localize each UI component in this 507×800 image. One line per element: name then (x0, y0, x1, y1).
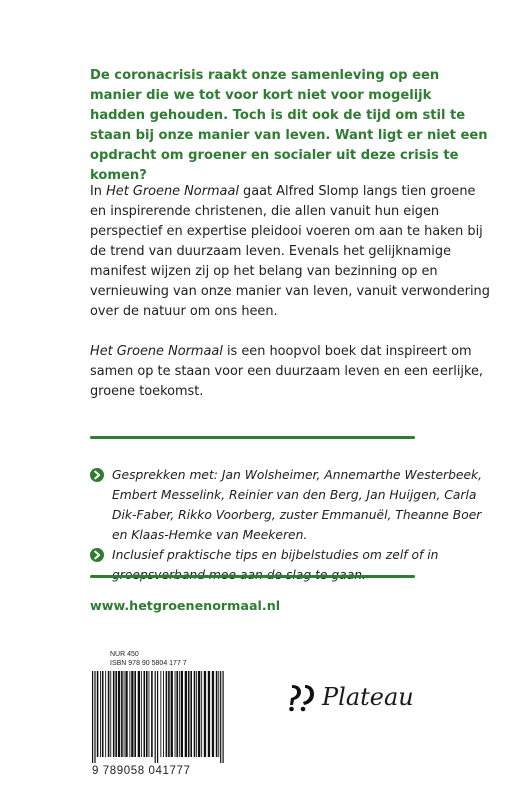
barcode-bar (179, 671, 180, 757)
arrow-bullet-icon (90, 548, 104, 562)
description-paragraph (90, 182, 490, 322)
barcode-bar (171, 671, 173, 757)
intro-paragraph: De coronacrisis raakt onze samenleving op een manier die we tot voor kort niet voor mogelijk hadden gehouden. Toch is dit ook de tijd om stil te staan bij onze manier van leven. Want ligt er niet een opdracht om groener en socialer uit deze crisis te komen? (90, 68, 488, 183)
barcode-bar (102, 671, 104, 757)
divider-top (90, 436, 415, 439)
summary-paragraph (90, 342, 490, 402)
barcode-bar (163, 671, 164, 757)
barcode-bar (92, 671, 93, 763)
website-link[interactable]: www.hetgroenenormaal.nl (90, 598, 281, 613)
barcode-bar (223, 671, 224, 763)
barcode-bar (208, 671, 210, 757)
barcode-bar (149, 671, 150, 757)
barcode-bar (129, 671, 130, 757)
barcode-bar (105, 671, 106, 757)
barcode-bar (168, 671, 170, 757)
isbn-number: ISBN 978 90 5804 177 7 (110, 659, 187, 667)
barcode-bar (157, 671, 158, 763)
barcode-bar (194, 671, 196, 757)
barcode-bar (151, 671, 153, 757)
paragraph-text: is een hoopvol boek dat inspireert om samen op te staan voor een duurzaam leven en een eerlijke, groene toekomst. (90, 344, 484, 399)
barcode-bar (108, 671, 110, 757)
barcode-bar (160, 671, 161, 757)
barcode-bar (196, 671, 197, 757)
barcode-bar (201, 671, 202, 757)
barcode-bar (188, 671, 190, 757)
barcode-bar (176, 671, 178, 757)
book-title: Het Groene Normaal (106, 184, 239, 199)
nur-code: NUR 450 (110, 651, 139, 658)
barcode-bar (166, 671, 168, 757)
plateau-logo-icon (288, 682, 316, 712)
barcode-bar (97, 671, 99, 757)
barcode-bar (198, 671, 200, 757)
barcode-bar (146, 671, 148, 757)
barcode-bar (138, 671, 140, 757)
barcode-image (90, 671, 240, 763)
bullet-item-interviews (90, 465, 490, 545)
barcode-bar (94, 671, 95, 763)
barcode-bar (220, 671, 221, 763)
barcode-bar (216, 671, 218, 757)
barcode-bar (218, 671, 219, 757)
bullet-list (90, 465, 490, 585)
barcode-bar (110, 671, 111, 757)
barcode-bar (155, 671, 156, 763)
barcode-bar (141, 671, 142, 757)
divider-bottom (90, 575, 415, 578)
bullet-text: Inclusief praktische tips en bijbelstudies om zelf of in (112, 548, 439, 562)
barcode-bar (113, 671, 115, 757)
barcode-bar (175, 671, 176, 757)
barcode-bar (121, 671, 123, 757)
bullet-text: Gesprekken met: Jan Wolsheimer, Annemarthe Westerbeek, Embert Messelink, Reinier van den Berg, Jan Huijgen, Carla Dik-Faber, Rikko Voorberg, zuster Emmanuël, Theanne Boer en Klaas-Hemke van Meekeren. (112, 468, 483, 542)
barcode-info (110, 651, 187, 668)
barcode-bar (181, 671, 183, 757)
paragraph-text: gaat Alfred Slomp langs tien groene en inspirerende christenen, die allen vanuit hun eigen perspectief en expertise pleidooi voeren om aan te haken bij de trend van duurzaam leven. Evenals het gelijknamige manifest wijzen zij op het belang van bezinning op en vernieuwing van onze manier van leven, vanuit verwondering over de natuur om ons heen. (90, 184, 490, 319)
publisher-name: Plateau (322, 683, 414, 711)
barcode-bar (185, 671, 187, 757)
publisher-logo (288, 680, 414, 714)
book-title: Het Groene Normaal (90, 344, 223, 359)
barcode-bar (100, 671, 101, 757)
barcode-bar (131, 671, 133, 757)
barcode-bar (134, 671, 136, 757)
barcode-number: 9 789058 041777 (92, 765, 191, 777)
barcode-bar (124, 671, 125, 757)
paragraph-prefix: In (90, 184, 107, 199)
barcode-bar (204, 671, 206, 757)
barcode-bar (125, 671, 127, 757)
barcode-bar (118, 671, 120, 757)
arrow-bullet-icon (90, 468, 104, 482)
barcode-bar (212, 671, 214, 757)
barcode-bar (115, 671, 117, 757)
bullet-item-tips (90, 545, 490, 585)
barcode-bar (144, 671, 146, 757)
barcode-bar (190, 671, 192, 757)
